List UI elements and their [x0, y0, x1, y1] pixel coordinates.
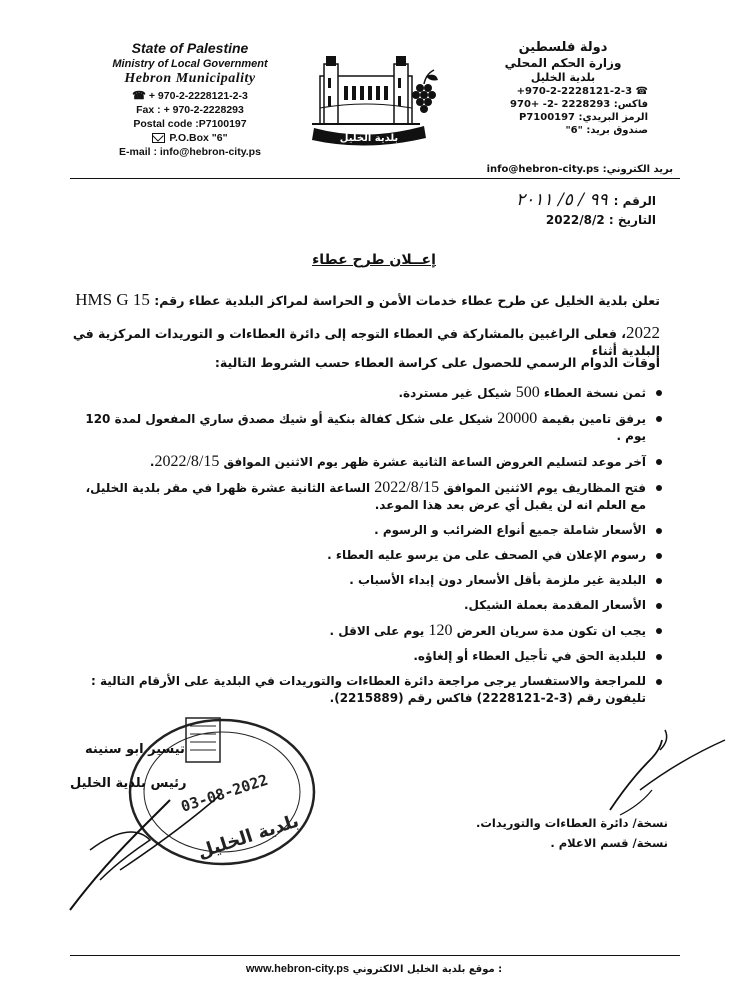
header-divider	[70, 178, 680, 179]
phone-line-en	[90, 89, 290, 102]
page-title: إعــلان طرح عطاء	[312, 252, 436, 268]
intro-line-1	[70, 290, 660, 310]
hebron-municipality-logo	[302, 48, 442, 148]
reference-value: ٩٩ / ٥/ ٢٠١١	[516, 190, 608, 210]
phone-en: + 970-2-2228121-2-3	[148, 90, 248, 102]
condition-item: آخر موعد لتسليم العروض الساعة الثانية عشرة ظهر يوم الاثنين الموافق 2022/8/15.	[66, 453, 666, 471]
phone-icon: ☎	[635, 86, 648, 97]
phone-line-ar	[478, 86, 648, 97]
letter-date: التاريخ : 2022/8/2	[545, 213, 656, 227]
logo-banner-text: بلدية الخليل	[339, 133, 399, 144]
tender-year: 2022	[626, 323, 660, 342]
condition-item: رسوم الإعلان في الصحف على من يرسو عليه العطاء .	[66, 547, 666, 564]
intro-line-3: أوقات الدوام الرسمي للحصول على كراسة العطاء حسب الشروط التالية:	[214, 355, 660, 370]
handwritten-signature	[60, 790, 230, 920]
signatory-name: تيسير ابو سنينه	[85, 742, 185, 757]
second-signature	[590, 720, 730, 820]
fax-ar: فاكس: 2228293 -2- +970	[510, 99, 648, 110]
fax-en: Fax : + 970-2-2228293	[136, 104, 244, 116]
pobox-ar: صندوق بريد: "6"	[565, 125, 648, 136]
reference-number	[516, 190, 656, 210]
phone-icon: ☎	[132, 90, 146, 102]
email-en: E-mail : info@hebron-city.ps	[119, 146, 261, 158]
header-english	[90, 40, 290, 158]
condition-item: للمراجعة والاستفسار يرجى مراجعة دائرة العطاءات والتوريدات في البلدية على الأرقام التالية : تليفون رقم (3-2-2228121) فاكس رقم (2215889).	[66, 673, 666, 707]
footer-website-link[interactable]: www.hebron-city.ps	[245, 963, 350, 975]
pobox-line-en	[90, 132, 290, 144]
postal-en: Postal code :P7100197	[133, 118, 247, 130]
stamp-text: بلدية الخليل	[195, 810, 302, 863]
condition-item: يجب ان تكون مدة سريان العرض 120 يوم على الاقل .	[66, 622, 666, 640]
intro-text-2: ، فعلى الراغبين بالمشاركة في العطاء التوجه إلى دائرة العطاءات و التوريدات المركزية في البلدية أثناء	[72, 326, 660, 359]
footer-label: : موقع بلدية الخليل الالكتروني	[352, 964, 503, 975]
postal-ar: الرمز البريدي: P7100197	[518, 112, 648, 123]
municipality-name-ar: بلدية الخليل	[530, 71, 596, 84]
state-name-en: State of Palestine	[131, 40, 249, 56]
pobox-en: P.O.Box "6"	[169, 132, 228, 144]
envelope-icon	[152, 133, 165, 143]
tender-number: HMS G 15	[75, 290, 150, 309]
ministry-name-ar: وزارة الحكم المحلي	[504, 56, 622, 70]
intro-text-1: تعلن بلدية الخليل عن طرح عطاء خدمات الأمن و الحراسة لمراكز البلدية عطاء رقم:	[154, 293, 660, 308]
header-arabic	[478, 40, 673, 175]
condition-item: فتح المظاريف يوم الاثنين الموافق 2022/8/15 الساعة الثانية عشرة ظهرا في مقر بلدية الخليل، مع العلم انه لن يقبل أي عرض بعد هذا الموعد.	[66, 479, 666, 514]
conditions-list	[66, 384, 666, 715]
condition-item: الأسعار شاملة جميع أنواع الضرائب و الرسوم .	[66, 522, 666, 539]
copy-to-tenders: نسخة/ دائرة العطاءات والتوريدات.	[475, 816, 668, 830]
condition-item: للبلدية الحق في تأجيل العطاء أو إلغاؤه.	[66, 648, 666, 665]
email-ar: بريد الكتروني: info@hebron-city.ps	[486, 164, 673, 175]
stamp-date: 03-08-2022	[178, 770, 271, 816]
footer	[0, 963, 748, 975]
condition-item: يرفق تامين بقيمة 20000 شيكل على شكل كفالة بنكية أو شيك مصدق ساري المفعول لمدة 120 يوم .	[66, 410, 666, 445]
reference-label: الرقم :	[613, 194, 656, 208]
condition-item: البلدية غير ملزمة بأقل الأسعار دون إبداء الأسباب .	[66, 572, 666, 589]
municipality-name-en: Hebron Municipality	[124, 71, 256, 86]
condition-item: ثمن نسخة العطاء 500 شيكل غير مستردة.	[66, 384, 666, 402]
state-name-ar: دولة فلسطين	[518, 40, 608, 55]
signatory-title: رئيس بلدية الخليل	[70, 776, 187, 791]
condition-item: الأسعار المقدمة بعملة الشيكل.	[66, 597, 666, 614]
phone-ar: +970-2-2228121-2-3	[516, 86, 633, 97]
copy-to-media: نسخة/ قسم الاعلام .	[550, 836, 668, 850]
ministry-name-en: Ministry of Local Government	[112, 58, 268, 70]
intro-line-2	[70, 323, 660, 358]
footer-divider	[70, 955, 680, 956]
